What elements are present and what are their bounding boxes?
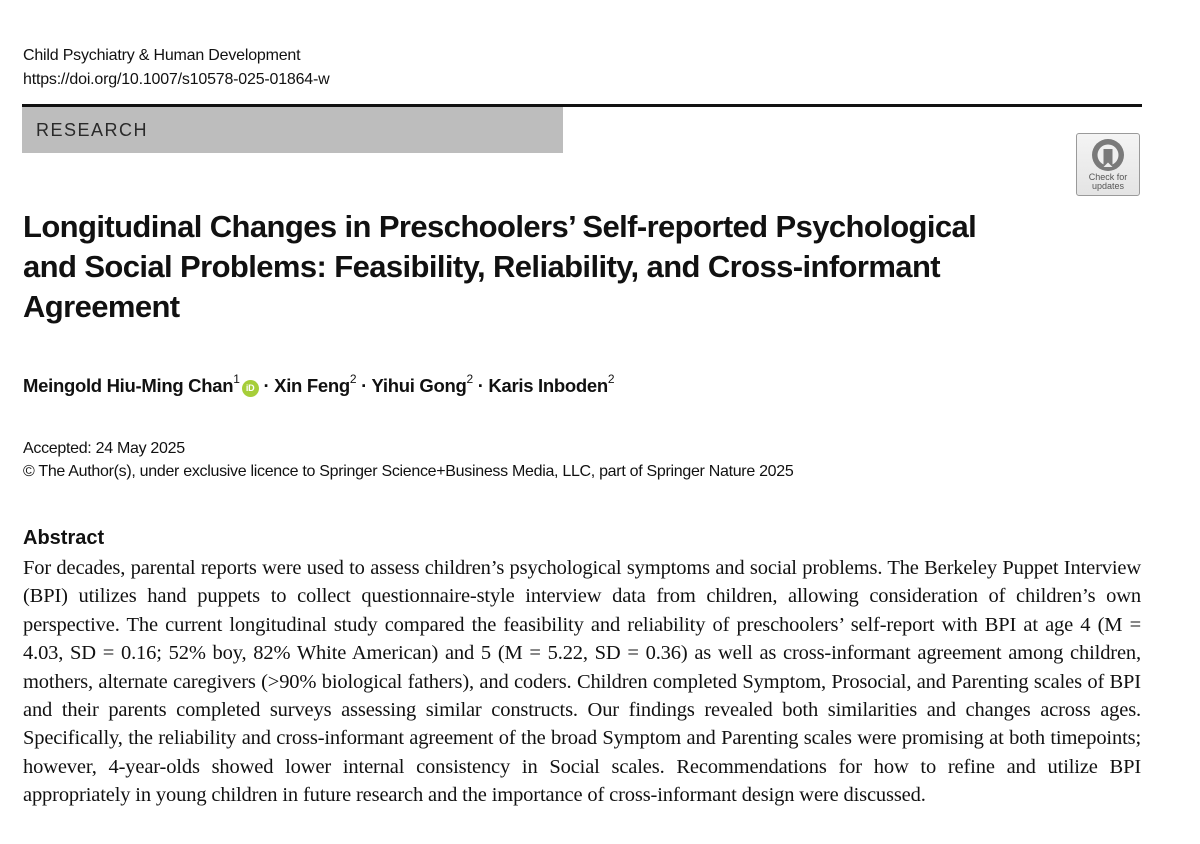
author-affiliation: 1 <box>233 372 240 386</box>
abstract-text: For decades, parental reports were used to assess children’s psychological symptoms and social problems. The Berkeley Puppet Interview (BPI) utilizes hand puppets to collect questionnaire-style interview data from children, allowing consideration of children’s own perspective. The current longitudinal study compared the feasibility and reliability of preschoolers’ self-report with BPI at age 4 (M = 4.03, SD = 0.16; 52% boy, 82% White American) and 5 (M = 5.22, SD = 0.36) as well as cross-informant agreement among children, mothers, alternate caregivers (>90% biological fathers), and coders. Children completed Symptom, Prosocial, and Parenting scales of BPI and their parents completed surveys assessing similar constructs. Our findings revealed both similarities and changes across ages. Specifically, the reliability and cross-informant agreement of the broad Symptom and Parenting scales were promising at both timepoints; however, 4-year-olds showed lower internal consistency in Social scales. Recommendations for how to refine and utilize BPI appropriately in young children in future research and the importance of cross-informant design were discussed. <box>23 557 1141 807</box>
crossmark-icon <box>1091 138 1125 172</box>
author-separator: · <box>263 375 270 397</box>
copyright-notice: © The Author(s), under exclusive licence to Springer Science+Business Media, LLC, part of Springer Nature 2025 <box>23 463 794 480</box>
author-name[interactable]: Yihui Gong <box>371 375 467 397</box>
author-name[interactable]: Xin Feng <box>274 375 350 397</box>
author-separator: · <box>477 375 484 397</box>
author-affiliation: 2 <box>607 372 615 386</box>
author-separator: · <box>361 375 367 397</box>
article-title: Longitudinal Changes in Preschoolers’ Self-reported Psychological and Social Problems: Feasibility, Reliability, and Cross-informant Agreement <box>23 209 977 324</box>
article-history <box>23 437 793 483</box>
article-type-banner <box>22 107 563 153</box>
author-affiliation: 2 <box>349 372 357 386</box>
author-name[interactable]: Karis Inboden <box>488 375 608 397</box>
journal-name: Child Psychiatry & Human Development <box>23 47 301 64</box>
journal-header <box>23 44 330 92</box>
check-for-updates-button[interactable] <box>1076 133 1140 196</box>
author-affiliation: 2 <box>466 372 473 386</box>
author-list <box>23 367 614 400</box>
author-name[interactable]: Meingold Hiu-Ming Chan <box>23 375 234 397</box>
abstract-heading: Abstract <box>23 527 105 549</box>
article-type-label: RESEARCH <box>36 120 149 140</box>
accepted-date: Accepted: 24 May 2025 <box>23 440 185 457</box>
doi-link[interactable]: https://doi.org/10.1007/s10578-025-01864-w <box>23 71 330 88</box>
orcid-icon[interactable]: iD <box>242 380 259 397</box>
check-for-updates-label: Check for updates <box>1088 172 1128 191</box>
